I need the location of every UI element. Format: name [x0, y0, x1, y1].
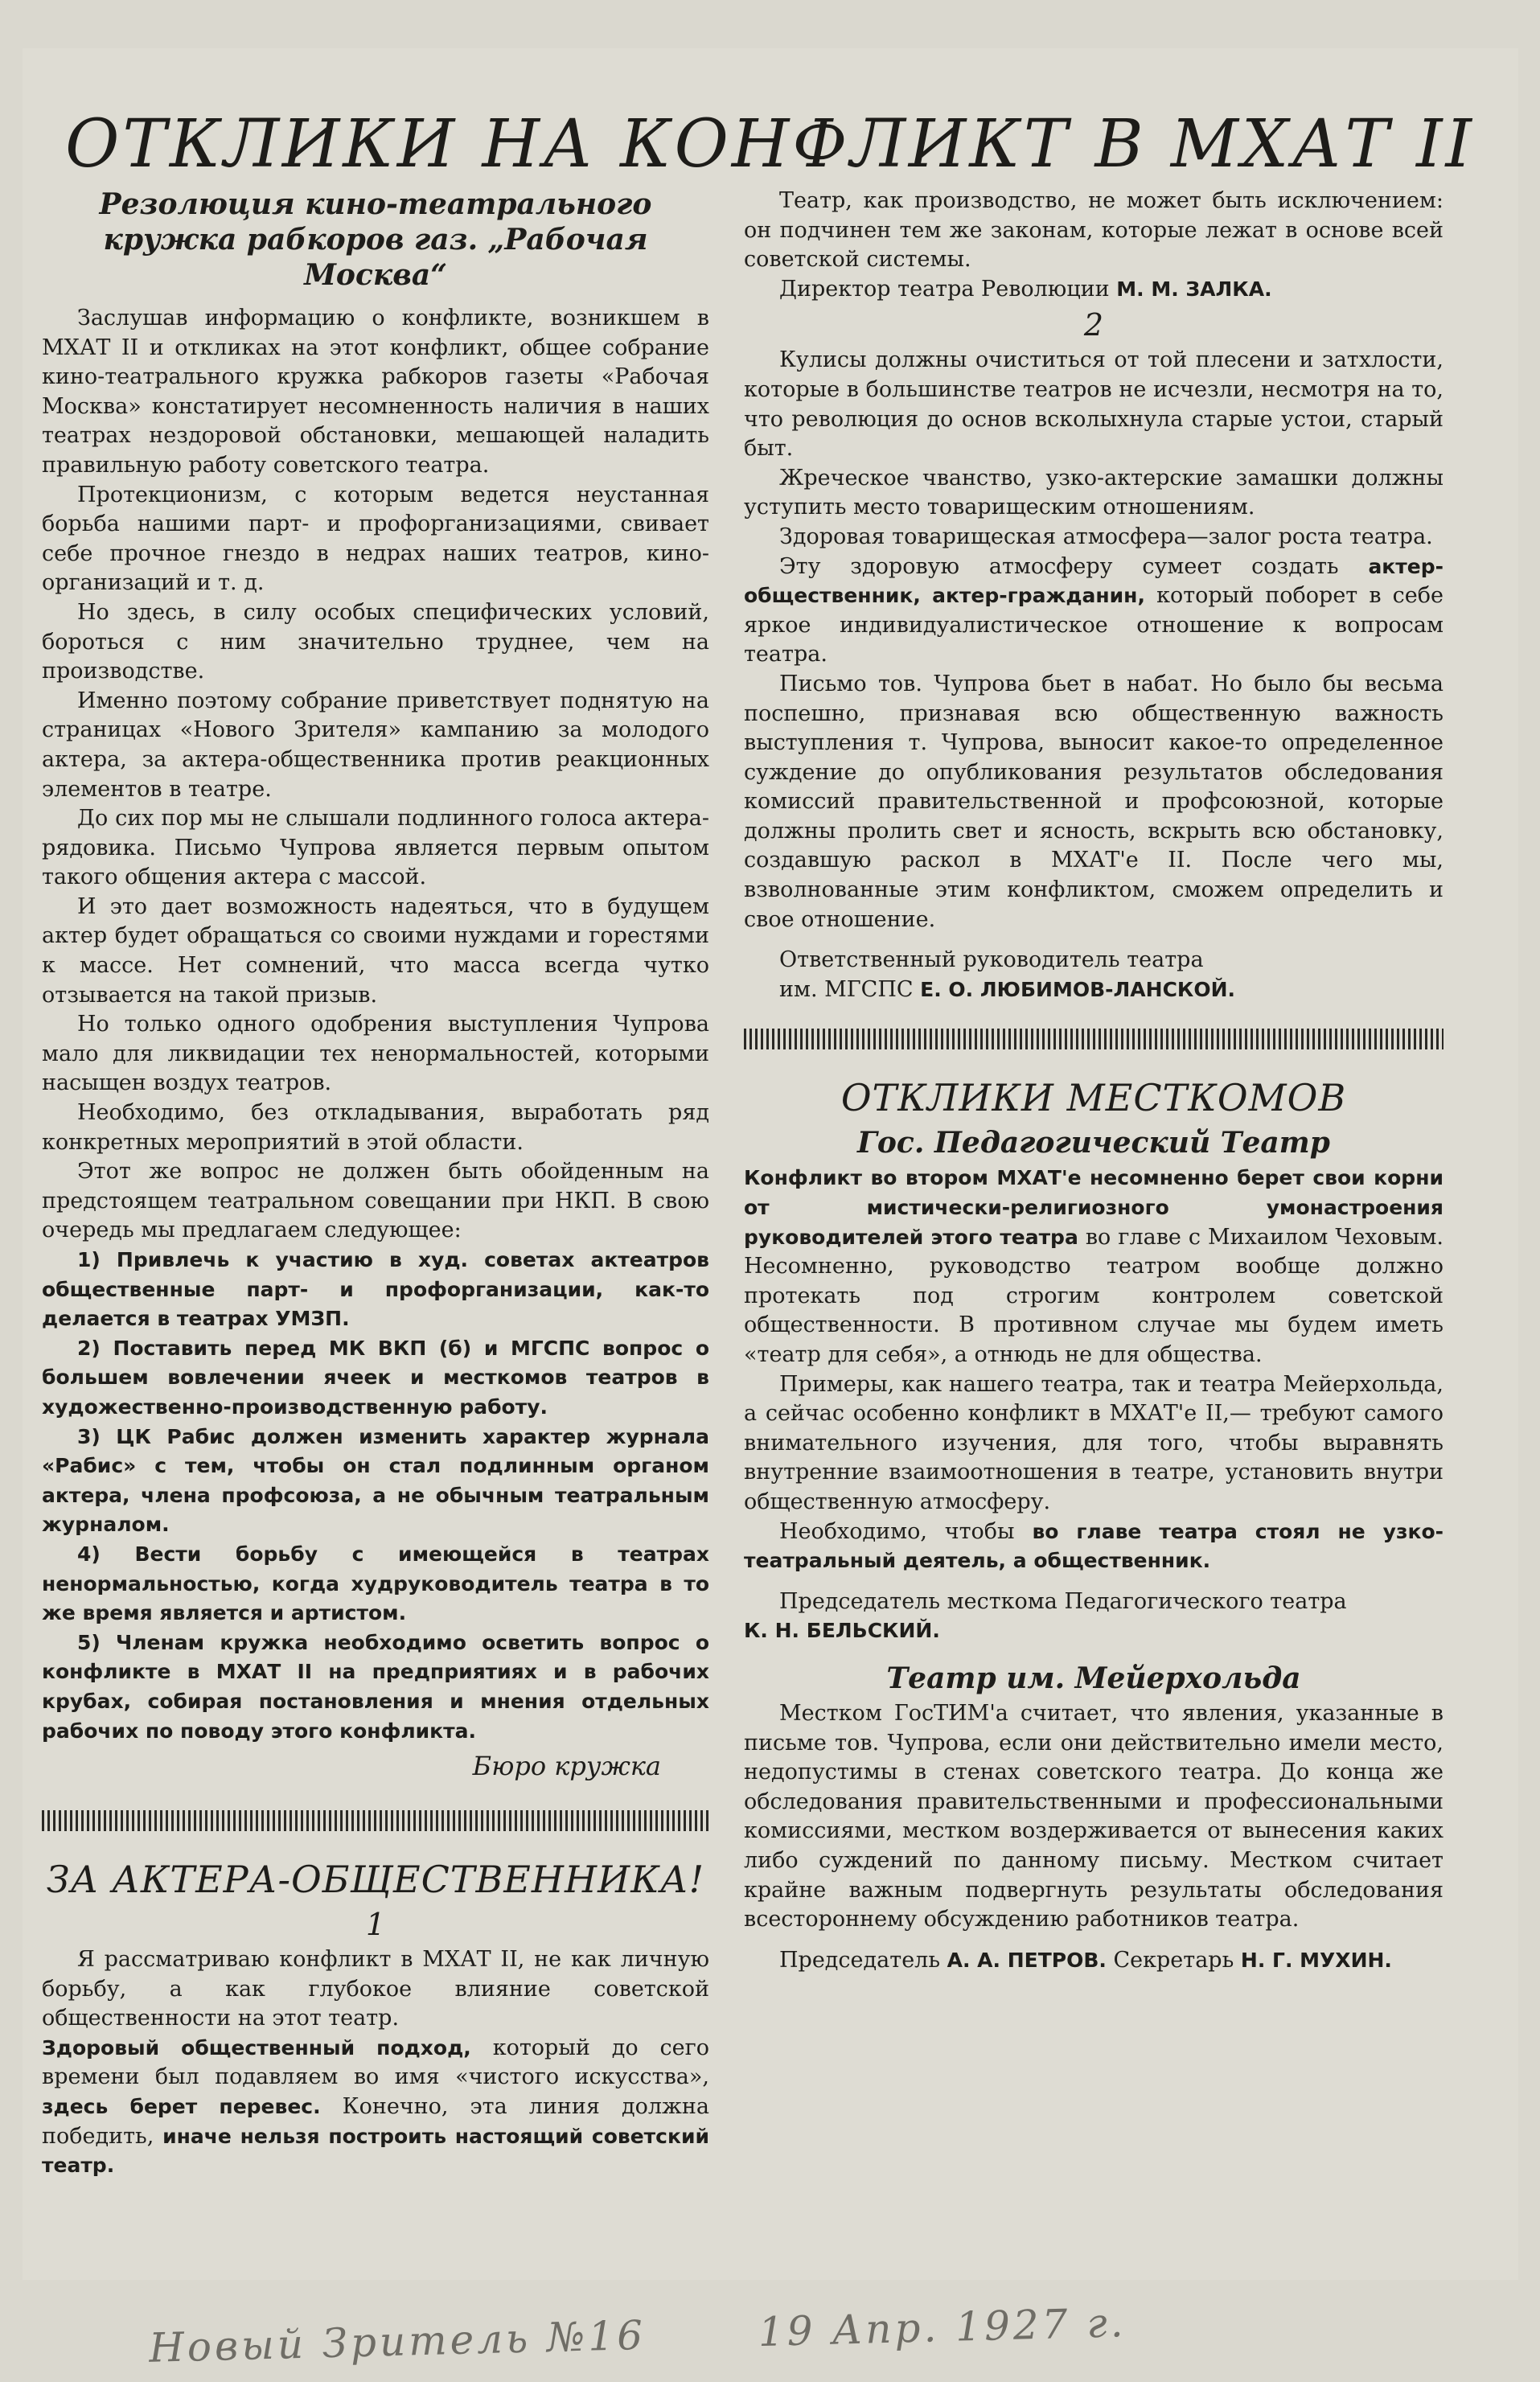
signature-director: [744, 275, 1443, 305]
paragraph: [744, 1517, 1443, 1576]
right-column: [744, 187, 1443, 1975]
paragraph: Этот же вопрос не должен быть обойденным на предстоящем театральном совещании при НКП. В свою очередь мы предлагаем следующее:: [42, 1159, 709, 1243]
text: Эту здоровую атмосферу сумеет создать: [779, 553, 1369, 579]
paragraph: До сих пор мы не слышали подлинного голоса актера-рядовика. Письмо Чупрова является первым опытом такого общения актера с массой.: [42, 806, 709, 890]
handwritten-date: 19 Апр. 1927 г.: [758, 2299, 1127, 2356]
proposal-item: 3) ЦК Рабис должен изменить характер журнала «Рабис» с тем, чтобы он стал подлинным органом актера, члена профсоюза, а не обычным театральным журналом.: [42, 1424, 709, 1537]
article-number: 2: [1083, 307, 1104, 343]
text: который до сего времени был подавляем во имя «чистого искусства»,: [42, 2035, 709, 2090]
bold-text: во главе театра стоял не узко-театральный деятель, а общественник.: [744, 1519, 1443, 1573]
paragraph: [744, 1164, 1443, 1370]
bold-text: здесь берет перевес.: [42, 2095, 321, 2119]
resolution-heading: Резолюция кино-театрального кружка рабкоров газ. „Рабочая Москва“: [99, 187, 652, 292]
proposal-item: 5) Членам кружка необходимо осветить вопрос о конфликте в МХАТ II на предприятиях и в рабочих крубах, собирая постановления и мнения отдельных рабочих по поводу этого конфликта.: [42, 1630, 709, 1743]
paragraph: [744, 552, 1443, 670]
paragraph: Местком ГосТИМ'а считает, что явления, указанные в письме тов. Чупрова, если они действительно имели место, недопустимы в стенах советского театра. До конца же обследования правительственными и профессиональными комиссиями, местком воздерживается от вынесения каких либо суждений по данному письму. Местком считает крайне важным подвергнуть результаты обследования всестороннему обсуждению работников театра.: [744, 1700, 1443, 1932]
signature-lyubimov: [744, 975, 1443, 1005]
handwritten-source: Новый Зритель №16: [148, 2311, 647, 2372]
signature-meyerhold: [744, 1946, 1443, 1976]
paragraph: Но здесь, в силу особых специфических условий, бороться с ним значительно труднее, чем на производстве.: [42, 599, 709, 684]
text: Необходимо, чтобы: [779, 1518, 1015, 1544]
left-column: [42, 187, 709, 2181]
paragraph: Я рассматриваю конфликт в МХАТ II, не как личную борьбу, а как глубокое влияние советской общественности на этот театр.: [42, 1947, 709, 2031]
signature-name: М. М. ЗАЛКА.: [1116, 277, 1272, 301]
paragraph: [42, 2034, 709, 2181]
text: Конечно, эта линия должна победить,: [42, 2094, 709, 2149]
bold-text: Конфликт во втором МХАТ'е несомненно берет свои корни от мистически-религиозного умонастроения руководителей этого театра: [744, 1166, 1443, 1249]
signature-label: Ответственный руководитель театра: [779, 947, 1204, 973]
signature-label: Председатель месткома Педагогического театра: [779, 1588, 1347, 1614]
institution-heading: Гос. Педагогический Театр: [857, 1126, 1330, 1160]
article-number: 1: [365, 1907, 386, 1943]
institution-heading: Театр им. Мейерхольда: [886, 1661, 1301, 1695]
text: который поборет в себе яркое индивидуалистическое отношение к вопросам театра.: [744, 583, 1443, 667]
signature-name: А. А. ПЕТРОВ.: [947, 1948, 1107, 1972]
paragraph: И это дает возможность надеяться, что в будущем актер будет обращаться со своими нуждами и горестями к массе. Нет сомнений, что масса всегда чутко отзывается на такой призыв.: [42, 893, 709, 1008]
signature-label: им. МГСПС: [779, 976, 914, 1002]
bold-text: иначе нельзя построить настоящий советский театр.: [42, 2124, 709, 2178]
signature-name-text: К. Н. БЕЛЬСКИЙ.: [744, 1619, 940, 1643]
section-heading-mestkom: ОТКЛИКИ МЕСТКОМОВ: [840, 1076, 1347, 1120]
paragraph: Здоровая товарищеская атмосфера—залог роста театра.: [779, 524, 1433, 549]
proposal-item: 1) Привлечь к участию в худ. советах актеатров общественные парт- и профорганизации, как-то делается в театрах УМЗП.: [42, 1248, 709, 1331]
decorative-rule: [744, 1029, 1443, 1049]
paragraph: Примеры, как нашего театра, так и театра Мейерхольда, а сейчас особенно конфликт в МХАТ'е II,— требуют самого внимательного изучения, для того, чтобы выравнять внутренние взаимоотношения в театре, установить внутри общественную атмосферу.: [744, 1371, 1443, 1514]
page-title: ОТКЛИКИ НА КОНФЛИКТ В МХАТ II: [65, 106, 1475, 183]
signature-name: Е. О. ЛЮБИМОВ-ЛАНСКОЙ.: [920, 977, 1236, 1001]
signature-name: Н. Г. МУХИН.: [1240, 1948, 1392, 1972]
signature-name: [744, 1616, 1443, 1646]
signature-label: Секретарь: [1113, 1947, 1234, 1973]
signature-label: Директор театра Революции: [779, 276, 1110, 302]
proposals-list: [42, 1246, 709, 1746]
section-heading-actor: ЗА АКТЕРА-ОБЩЕСТВЕННИКА!: [46, 1858, 705, 1902]
decorative-rule: [42, 1810, 709, 1831]
paragraph: Заслушав информацию о конфликте, возникшем в МХАТ II и откликах на этот конфликт, общее собрание кино-театрального кружка рабкоров газеты «Рабочая Москва» констатирует несомненность наличия в наших театрах нездоровой обстановки, мешающей наладить правильную работу советского театра.: [42, 306, 709, 478]
paragraph: Необходимо, без откладывания, выработать ряд конкретных мероприятий в этой области.: [42, 1100, 709, 1155]
paragraph: Но только одного одобрения выступления Чупрова мало для ликвидации тех ненормальностей, которыми насыщен воздух театров.: [42, 1012, 709, 1096]
paragraph: Протекционизм, с которым ведется неустанная борьба нашими парт- и профорганизациями, свивает себе прочное гнездо в недрах наших театров, кино-организаций и т. д.: [42, 482, 709, 596]
signature-bureau: Бюро кружка: [472, 1751, 661, 1782]
paragraph: Жреческое чванство, узко-актерские замашки должны уступить место товарищеским отношениям.: [744, 465, 1443, 520]
paragraph: Письмо тов. Чупрова бьет в набат. Но было бы весьма поспешно, признавая всю общественную важность выступления т. Чупрова, выносит какое-то определенное суждение до опубликования результатов обследования комиссий правительственной и профсоюзной, которые должны пролить свет и ясность, вскрыть всю обстановку, создавшую раскол в МХАТ'е II. После чего мы, взволнованные этим конфликтом, сможем определить и свое отношение.: [744, 671, 1443, 932]
paragraph: Кулисы должны очиститься от той плесени и затхлости, которые в большинстве театров не исчезли, несмотря на то, что революция до основ всколыхнула старые устои, старый быт.: [744, 347, 1443, 462]
signature-label: Председатель: [779, 1947, 941, 1973]
paragraph: Именно поэтому собрание приветствует поднятую на страницах «Нового Зрителя» кампанию за молодого актера, за актера-общественника против реакционных элементов в театре.: [42, 688, 709, 802]
handwritten-note: [149, 2291, 1436, 2372]
proposal-item: 4) Вести борьбу с имеющейся в театрах ненормальностью, когда худруководитель театра в то же время является и артистом.: [42, 1542, 709, 1625]
paragraph: Театр, как производство, не может быть исключением: он подчинен тем же законам, которые лежат в основе всей советской системы.: [744, 188, 1443, 273]
bold-text: актер-общественник, актер-гражданин,: [744, 554, 1443, 608]
proposal-item: 2) Поставить перед МК ВКП (б) и МГСПС вопрос о большем вовлечении ячеек и месткомов театров в художественно-производственную работу.: [42, 1336, 709, 1419]
text: во главе с Михаилом Чеховым. Несомненно, руководство театром вообще должно протекать под строгим контролем советской общественности. В противном случае мы будем иметь «театр для себя», а отнюдь не для общества.: [744, 1224, 1443, 1367]
bold-text: Здоровый общественный подход,: [42, 2035, 471, 2060]
